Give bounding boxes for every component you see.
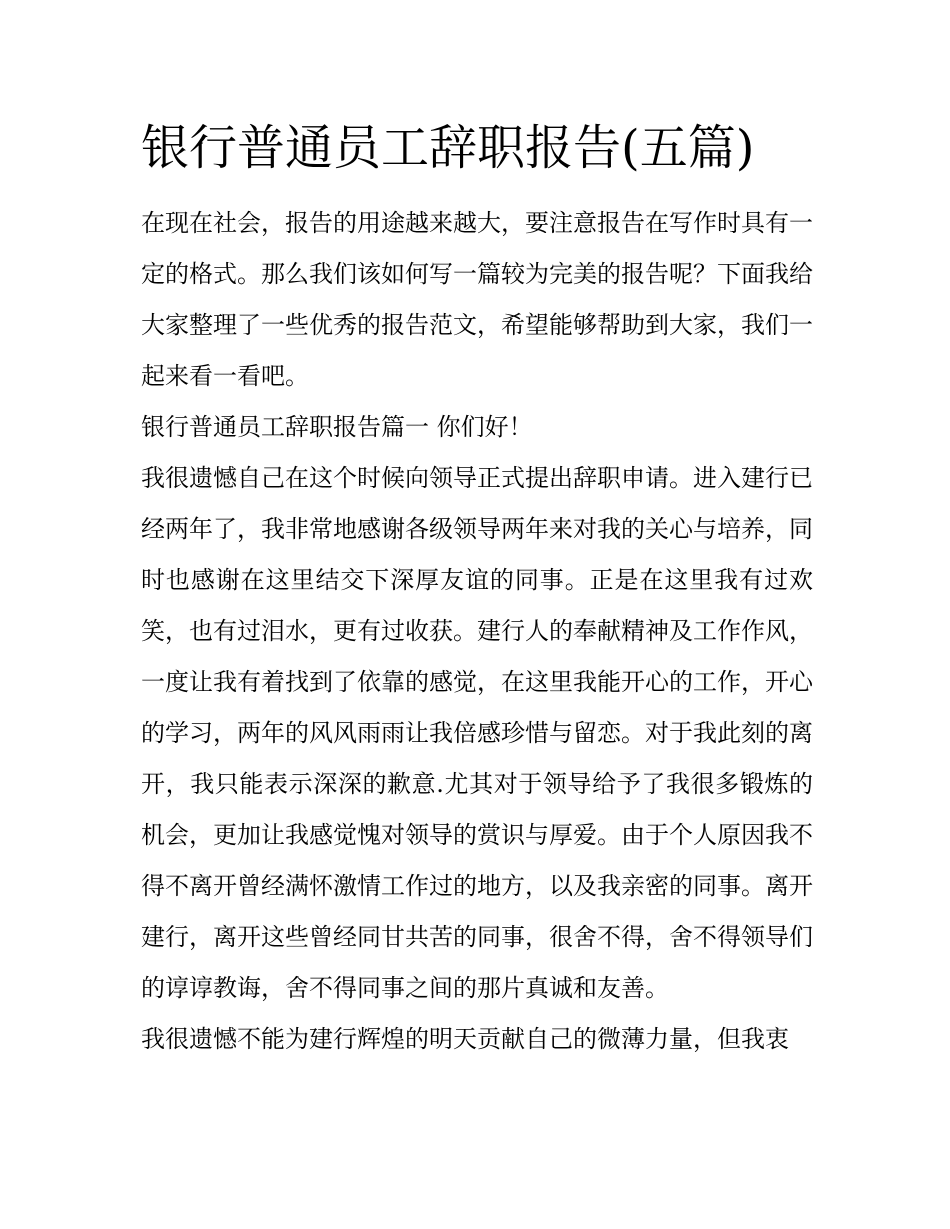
document-title: 银行普通员工辞职报告(五篇) — [141, 120, 755, 176]
section-heading-greeting: 银行普通员工辞职报告篇一 你们好！ — [141, 413, 533, 441]
document-body — [141, 112, 813, 1065]
body-paragraph: 我很遗憾自己在这个时候向领导正式提出辞职申请。进入建行已经两年了，我非常地感谢各级领导两年来对我的关心与培养，同时也感谢在这里结交下深厚友谊的同事。正是在这里我有过欢笑，也有过泪水，更有过收获。建行人的奉献精神及工作作风，一度让我有着找到了依靠的感觉，在这里我能开心的工作，开心的学习，两年的风风雨雨让我倍感珍惜与留恋。对于我此刻的离开，我只能表示深深的歉意.尤其对于领导给予了我很多锻炼的机会，更加让我感觉愧对领导的赏识与厚爱。由于个人原因我不得不离开曾经满怀激情工作过的地方，以及我亲密的同事。离开建行，离开这些曾经同甘共苦的同事，很舍不得，舍不得领导们的谆谆教诲，舍不得同事之间的那片真诚和友善。 — [141, 464, 813, 1002]
intro-paragraph: 在现在社会，报告的用途越来越大，要注意报告在写作时具有一定的格式。那么我们该如何写一篇较为完美的报告呢？下面我给大家整理了一些优秀的报告范文，希望能够帮助到大家，我们一起来看一看吧。 — [141, 209, 813, 390]
body-paragraph-truncated: 我很遗憾不能为建行辉煌的明天贡献自己的微薄力量，但我衷 — [141, 1025, 789, 1053]
